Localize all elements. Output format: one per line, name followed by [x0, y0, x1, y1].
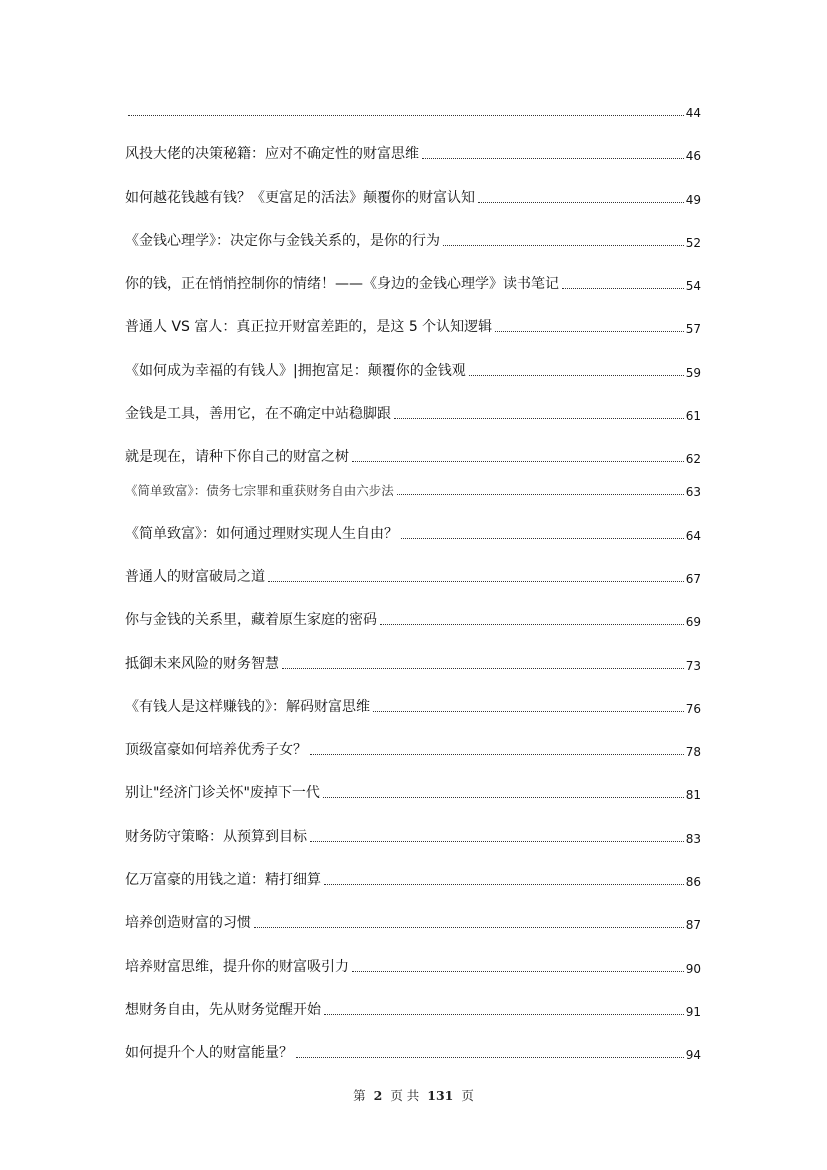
toc-entry-title: 你的钱，正在悄悄控制你的情绪！——《身边的金钱心理学》读书笔记: [125, 273, 562, 293]
toc-entry[interactable]: [125, 299, 701, 342]
toc-entry-page: 91: [685, 1004, 701, 1019]
toc-entry[interactable]: [125, 213, 701, 256]
toc-entry-title: 财务防守策略：从预算到目标: [125, 826, 310, 846]
toc-entry[interactable]: [125, 96, 701, 126]
toc-entry-title: 别让"经济门诊关怀"废掉下一代: [125, 782, 323, 802]
footer-current-page: 2: [373, 1088, 383, 1103]
toc-leader: [443, 244, 684, 246]
toc-entry-title: 如何越花钱越有钱？《更富足的活法》颠覆你的财富认知: [125, 187, 478, 207]
toc-entry[interactable]: [125, 938, 701, 981]
toc-entry-page: 67: [685, 571, 701, 586]
toc-entry-title: 培养创造财富的习惯: [125, 912, 254, 932]
toc-entry[interactable]: [125, 808, 701, 851]
toc-leader: [422, 157, 684, 159]
toc-entry-page: 64: [685, 528, 701, 543]
toc-leader: [268, 580, 684, 582]
toc-leader: [282, 667, 684, 669]
toc-entry[interactable]: [125, 126, 701, 169]
toc-entry-title: 《有钱人是这样赚钱的》：解码财富思维: [125, 696, 373, 716]
toc-entry-title: 普通人的财富破局之道: [125, 566, 268, 586]
toc-entry-title: 《金钱心理学》：决定你与金钱关系的，是你的行为: [125, 230, 443, 250]
toc-entry-title: 抵御未来风险的财务智慧: [125, 653, 282, 673]
toc-leader: [310, 840, 684, 842]
toc-entry[interactable]: [125, 895, 701, 938]
footer-middle: 页 共: [390, 1088, 420, 1103]
toc-entry-page: 57: [685, 322, 701, 337]
toc-entry-title: 你与金钱的关系里，藏着原生家庭的密码: [125, 609, 380, 629]
toc-entry-page: 54: [685, 279, 701, 294]
toc-entry-title: 顶级富豪如何培养优秀子女？: [125, 739, 310, 759]
toc-leader: [310, 753, 684, 755]
toc-leader: [324, 1013, 684, 1015]
toc-entry-title: 金钱是工具，善用它，在不确定中站稳脚跟: [125, 403, 394, 423]
toc-leader: [380, 623, 684, 625]
toc-entry-title: 如何提升个人的财富能量？: [125, 1042, 296, 1062]
toc-entry[interactable]: [125, 592, 701, 635]
toc-leader: [128, 114, 684, 116]
toc-entry[interactable]: [125, 429, 701, 472]
toc-entry-page: 76: [685, 701, 701, 716]
footer-prefix: 第: [353, 1088, 366, 1103]
toc-leader: [254, 926, 684, 928]
toc-entry[interactable]: [125, 472, 701, 505]
toc-entry[interactable]: [125, 169, 701, 212]
toc-entry-page: 81: [685, 788, 701, 803]
toc-entry[interactable]: [125, 852, 701, 895]
toc-leader: [397, 493, 684, 495]
toc-entry-page: 59: [685, 365, 701, 380]
footer-suffix: 页: [461, 1088, 474, 1103]
toc-leader: [495, 330, 684, 332]
table-of-contents: [125, 96, 701, 1068]
toc-leader: [562, 287, 684, 289]
toc-entry-title: 亿万富豪的用钱之道：精打细算: [125, 869, 324, 889]
toc-entry[interactable]: [125, 635, 701, 678]
toc-entry-page: 94: [685, 1048, 701, 1063]
toc-entry[interactable]: [125, 1025, 701, 1068]
toc-entry[interactable]: [125, 505, 701, 548]
toc-entry-title: 想财务自由，先从财务觉醒开始: [125, 999, 324, 1019]
toc-entry-title: 培养财富思维，提升你的财富吸引力: [125, 956, 352, 976]
toc-entry-page: 63: [685, 485, 701, 500]
toc-entry-title: 《简单致富》：如何通过理财实现人生自由？: [125, 523, 401, 543]
toc-entry-title: 风投大佬的决策秘籍：应对不确定性的财富思维: [125, 143, 422, 163]
toc-leader: [352, 970, 684, 972]
toc-leader: [478, 201, 684, 203]
toc-entry-page: 52: [685, 235, 701, 250]
toc-entry[interactable]: [125, 386, 701, 429]
toc-entry-page: 46: [685, 149, 701, 164]
toc-entry[interactable]: [125, 549, 701, 592]
toc-entry-page: 90: [685, 961, 701, 976]
toc-leader: [373, 710, 684, 712]
toc-leader: [394, 417, 684, 419]
toc-entry-page: 61: [685, 409, 701, 424]
toc-leader: [401, 537, 684, 539]
toc-entry[interactable]: [125, 722, 701, 765]
toc-leader: [323, 796, 684, 798]
toc-entry-page: 49: [685, 192, 701, 207]
toc-entry-title: 《简单致富》：债务七宗罪和重获财务自由六步法: [125, 481, 397, 499]
toc-entry-page: 83: [685, 831, 701, 846]
toc-entry[interactable]: [125, 765, 701, 808]
toc-entry-page: 62: [685, 452, 701, 467]
toc-entry[interactable]: [125, 256, 701, 299]
toc-leader: [324, 883, 684, 885]
toc-entry-page: 78: [685, 745, 701, 760]
toc-leader: [469, 374, 684, 376]
toc-entry[interactable]: [125, 679, 701, 722]
toc-leader: [296, 1056, 684, 1058]
toc-entry-title: 就是现在，请种下你自己的财富之树: [125, 446, 352, 466]
toc-leader: [352, 460, 684, 462]
toc-entry-page: 69: [685, 615, 701, 630]
toc-entry-page: 86: [685, 875, 701, 890]
page-footer: [0, 1086, 827, 1104]
toc-entry-title: 普通人 VS 富人：真正拉开财富差距的，是这 5 个认知逻辑: [125, 316, 495, 336]
footer-total-pages: 131: [427, 1088, 454, 1103]
toc-entry-title: 《如何成为幸福的有钱人》|拥抱富足：颠覆你的金钱观: [125, 360, 469, 380]
toc-entry-page: 87: [685, 918, 701, 933]
toc-entry-page: 44: [685, 106, 701, 120]
toc-entry[interactable]: [125, 342, 701, 385]
toc-entry[interactable]: [125, 982, 701, 1025]
toc-entry-page: 73: [685, 658, 701, 673]
